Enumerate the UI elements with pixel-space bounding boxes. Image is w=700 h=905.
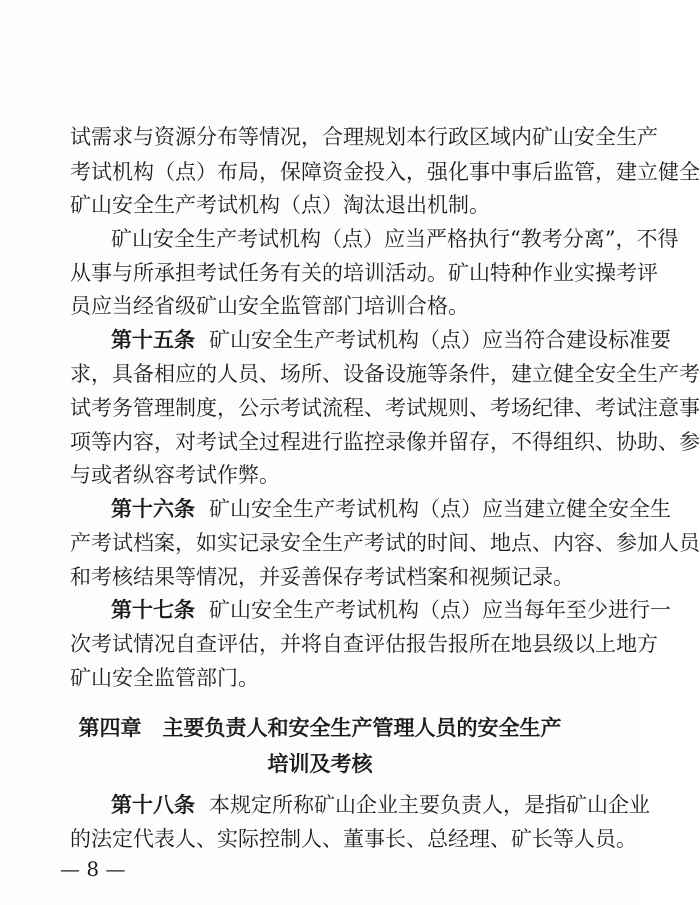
paragraph-line: 与或者纵容考试作弊。: [70, 463, 280, 487]
paragraph-line: 矿山安全生产考试机构（点）应当每年至少进行一: [209, 598, 671, 622]
paragraph-line: 试需求与资源分布等情况，合理规划本行政区域内矿山安全生产: [70, 125, 658, 149]
paragraph-line: 产考试档案，如实记录安全生产考试的时间、地点、内容、参加人员: [70, 531, 700, 555]
article-17-first-line: [111, 592, 671, 628]
chapter-heading-continued: 培训及考核: [267, 752, 373, 776]
paragraph-line: 考试机构（点）布局，保障资金投入，强化事中事后监管，建立健全: [70, 160, 700, 184]
paragraph-line: 矿山安全生产考试机构（点）应当建立健全安全生: [209, 497, 671, 521]
paragraph-line: 本规定所称矿山企业主要负责人，是指矿山企业: [209, 793, 650, 817]
paragraph-line: 和考核结果等情况，并妥善保存考试档案和视频记录。: [70, 565, 574, 589]
article-18-first-line: [111, 787, 650, 823]
paragraph-line: 次考试情况自查评估，并将自查评估报告报所在地县级以上地方: [70, 632, 658, 656]
paragraph-line: 矿山安全生产考试机构（点）应当符合建设标准要: [209, 328, 671, 352]
paragraph-line: 项等内容，对考试全过程进行监控录像并留存，不得组织、协助、参: [70, 430, 700, 454]
chapter-heading: 第四章 主要负责人和安全生产管理人员的安全生产: [78, 716, 562, 740]
paragraph-line: 的法定代表人、实际控制人、董事长、总经理、矿长等人员。: [70, 827, 637, 851]
paragraph-line: 矿山安全生产考试机构（点）淘汰退出机制。: [70, 193, 490, 217]
article-15-first-line: [111, 322, 671, 358]
article-label: 第十七条: [111, 597, 195, 622]
article-16-first-line: [111, 491, 671, 527]
paragraph-line: 求，具备相应的人员、场所、设备设施等条件，建立健全安全生产考: [70, 362, 700, 386]
paragraph-line: 试考务管理制度，公示考试流程、考试规则、考场纪律、考试注意事: [70, 396, 700, 420]
paragraph-line: 矿山安全监管部门。: [70, 666, 259, 690]
article-label: 第十六条: [111, 496, 195, 521]
paragraph-line: 矿山安全生产考试机构（点）应当严格执行“教考分离”，不得: [111, 227, 679, 251]
article-label: 第十五条: [111, 327, 195, 352]
paragraph-line: 从事与所承担考试任务有关的培训活动。矿山特种作业实操考评: [70, 261, 658, 285]
paragraph-line: 员应当经省级矿山安全监管部门培训合格。: [70, 294, 469, 318]
article-label: 第十八条: [111, 792, 195, 817]
page-number: — 8 —: [60, 857, 126, 881]
